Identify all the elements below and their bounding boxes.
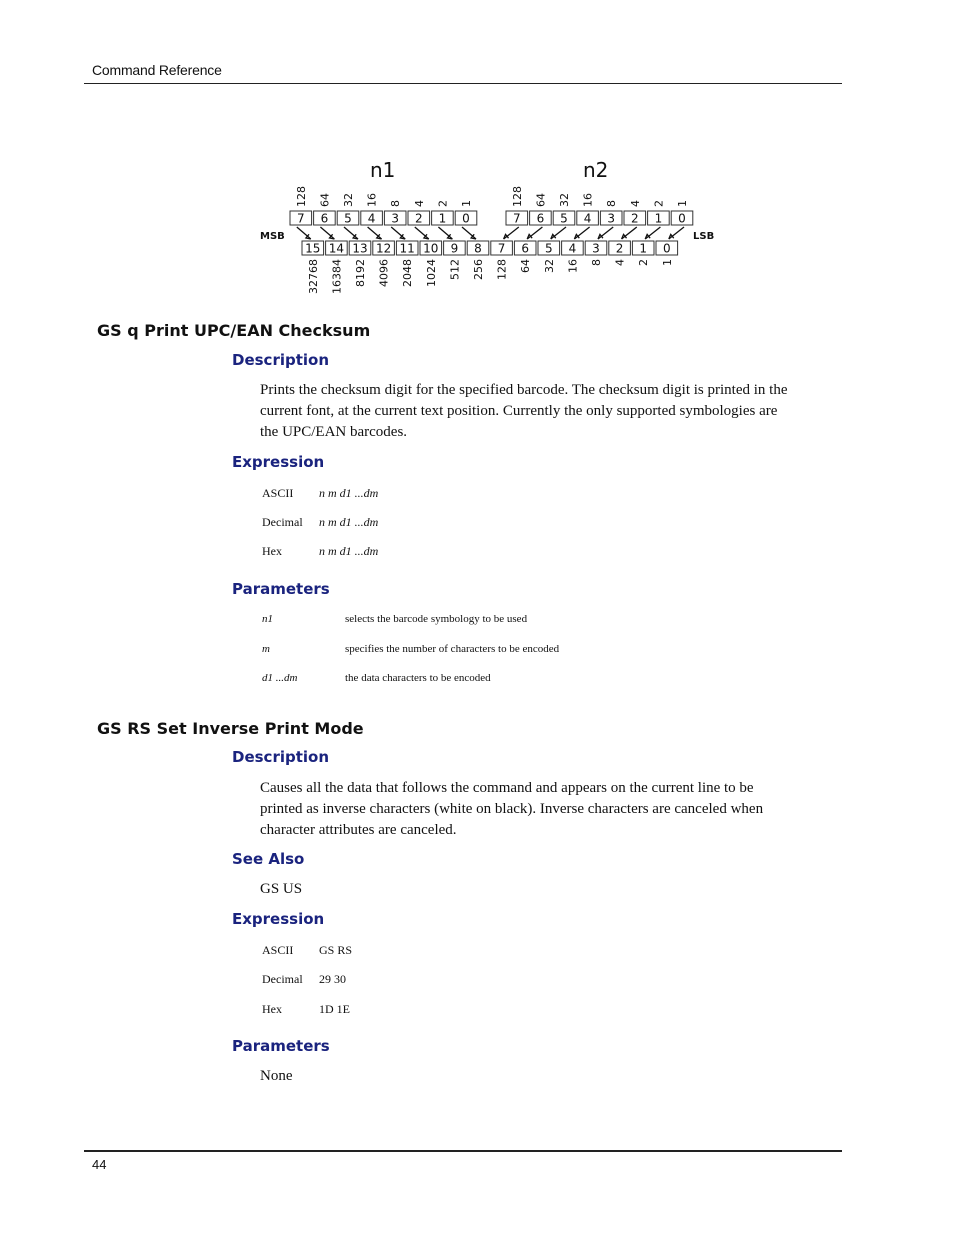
mapping-arrow: [391, 227, 405, 239]
page-number: 44: [92, 1157, 107, 1172]
n2-weight-label: 8: [605, 200, 619, 207]
combined-weight-label: 1: [660, 259, 674, 266]
mapping-arrow: [344, 227, 358, 239]
mapping-arrow: [551, 227, 566, 239]
combined-bit-number: 5: [544, 241, 553, 256]
combined-bit-number: 7: [497, 241, 506, 256]
parameters-heading: Parameters: [232, 580, 330, 598]
n1-weight-label: 32: [342, 193, 355, 207]
description-heading: Description: [232, 748, 330, 766]
mapping-arrow: [368, 227, 382, 239]
n1-bit-number: 0: [462, 211, 470, 226]
combined-bit-number: 15: [305, 241, 321, 256]
expression-label: Hex: [262, 544, 282, 558]
combined-bit-number: 8: [474, 241, 482, 256]
description-text: [260, 380, 835, 443]
combined-weight-label: 4: [613, 259, 627, 266]
text-line: printed as inverse characters (white on black). Inverse characters are canceled when: [260, 801, 764, 817]
combined-bit-number: 9: [450, 241, 459, 256]
combined-weight-label: 16384: [330, 259, 344, 294]
mapping-arrow: [645, 227, 660, 239]
text-line: Causes all the data that follows the command and appears on the current line to be: [260, 780, 754, 796]
combined-bit-number: 14: [328, 241, 345, 256]
n1-bit-number: 5: [344, 211, 352, 226]
combined-weight-label: 8192: [354, 259, 367, 287]
parameter-desc: the data characters to be encoded: [345, 672, 491, 684]
running-header: Command Reference: [92, 62, 222, 78]
text-line: current font, at the current text position. Currently the only supported symbologies are: [260, 403, 778, 419]
n2-bit-number: 2: [630, 211, 639, 226]
parameter-desc: selects the barcode symbology to be used: [345, 613, 528, 625]
parameter-name: m: [262, 643, 270, 655]
description-heading: Description: [232, 351, 330, 369]
mapping-arrow: [527, 227, 542, 239]
combined-bit-number: 2: [615, 241, 624, 256]
combined-weight-label: 512: [448, 259, 462, 280]
expression-heading: Expression: [232, 910, 325, 928]
combined-weight-label: 1024: [424, 259, 438, 287]
description-text: [260, 778, 835, 841]
lsb-label: LSB: [693, 231, 715, 242]
n2-bit-number: 0: [678, 211, 686, 226]
expression-label: ASCII: [262, 486, 294, 500]
n1-bit-number: 6: [320, 211, 329, 226]
parameter-desc: specifies the number of characters to be encoded: [345, 643, 560, 655]
combined-bit-number: 3: [592, 241, 600, 256]
mapping-arrow: [438, 227, 452, 239]
footer-rule: [84, 1150, 842, 1152]
combined-bit-number: 0: [662, 241, 671, 256]
n1-weight-label: 128: [294, 186, 308, 207]
expression-heading: Expression: [232, 453, 325, 471]
section-title: GS q Print UPC/EAN Checksum: [97, 321, 371, 340]
n1-bit-number: 3: [391, 211, 400, 226]
combined-weight-label: 16: [566, 259, 580, 273]
expression-value: n m d1 ...dm: [319, 486, 379, 500]
combined-weight-label: 8: [590, 259, 603, 266]
see-also-text: GS US: [260, 881, 303, 897]
combined-bit-number: 10: [423, 241, 439, 256]
n1-bit-number: 2: [414, 211, 423, 226]
n1-weight-label: 2: [436, 200, 450, 207]
n1-label: n1: [370, 158, 396, 182]
n2-weight-label: 64: [534, 193, 548, 207]
n2-weight-label: 1: [676, 200, 689, 207]
combined-weight-label: 2: [637, 259, 651, 266]
parameter-name: n1: [262, 613, 273, 625]
n2-bit-number: 7: [512, 211, 521, 226]
mapping-arrow: [320, 227, 334, 239]
combined-bit-number: 11: [399, 241, 415, 256]
mapping-arrow: [598, 227, 613, 239]
text-line: the UPC/EAN barcodes.: [260, 424, 408, 440]
n2-bit-number: 3: [607, 211, 616, 226]
mapping-arrow: [462, 227, 476, 239]
combined-bit-number: 13: [352, 241, 368, 256]
n1-weight-label: 1: [460, 200, 473, 207]
section-title: GS RS Set Inverse Print Mode: [97, 719, 364, 738]
expression-value: n m d1 ...dm: [319, 544, 379, 558]
expression-value: n m d1 ...dm: [319, 515, 379, 529]
n1-bit-number: 7: [296, 211, 305, 226]
bit-mapping-figure: [250, 150, 730, 295]
n2-weight-label: 2: [652, 200, 666, 207]
msb-label: MSB: [260, 231, 285, 242]
n1-weight-label: 16: [365, 193, 379, 207]
combined-weight-label: 128: [495, 259, 509, 280]
n1-bit-number: 1: [438, 211, 447, 226]
combined-weight-label: 64: [519, 259, 533, 273]
header-rule: [84, 83, 842, 84]
n2-bit-number: 6: [536, 211, 545, 226]
combined-weight-label: 2048: [401, 259, 415, 287]
expression-label: Decimal: [262, 972, 303, 986]
n1-weight-label: 64: [318, 193, 332, 207]
n2-weight-label: 32: [558, 193, 571, 207]
n1-bit-number: 4: [367, 211, 376, 226]
combined-weight-label: 32: [542, 259, 556, 273]
text-line: character attributes are canceled.: [260, 822, 457, 838]
n2-weight-label: 16: [581, 193, 595, 207]
expression-label: Decimal: [262, 515, 303, 529]
combined-bit-number: 1: [639, 241, 648, 256]
see-also-heading: See Also: [232, 850, 305, 868]
parameters-text: None: [260, 1068, 293, 1084]
expression-label: ASCII: [262, 943, 294, 957]
n2-weight-label: 128: [510, 186, 524, 207]
combined-bit-number: 6: [521, 241, 530, 256]
expression-value: 1D 1E: [319, 1002, 350, 1016]
n1-weight-label: 8: [389, 200, 403, 207]
n2-weight-label: 4: [628, 200, 642, 207]
combined-weight-label: 4096: [377, 259, 391, 287]
expression-value: 29 30: [319, 972, 346, 986]
combined-weight-label: 32768: [306, 259, 320, 294]
mapping-arrow: [297, 227, 311, 239]
parameter-name: d1 ...dm: [262, 672, 298, 684]
parameters-heading: Parameters: [232, 1037, 330, 1055]
mapping-arrow: [669, 227, 684, 239]
mapping-arrow: [504, 227, 519, 239]
n2-label: n2: [583, 158, 609, 182]
expression-label: Hex: [262, 1002, 282, 1016]
n2-bit-number: 5: [560, 211, 568, 226]
n2-bit-number: 4: [583, 211, 592, 226]
combined-bit-number: 4: [568, 241, 577, 256]
expression-value: GS RS: [319, 943, 353, 957]
n2-bit-number: 1: [654, 211, 663, 226]
text-line: Prints the checksum digit for the specified barcode. The checksum digit is printed in the: [260, 382, 788, 398]
mapping-arrow: [622, 227, 637, 239]
combined-bit-number: 12: [375, 241, 392, 256]
mapping-arrow: [415, 227, 429, 239]
combined-weight-label: 256: [472, 259, 485, 280]
mapping-arrow: [574, 227, 589, 239]
n1-weight-label: 4: [412, 200, 426, 207]
